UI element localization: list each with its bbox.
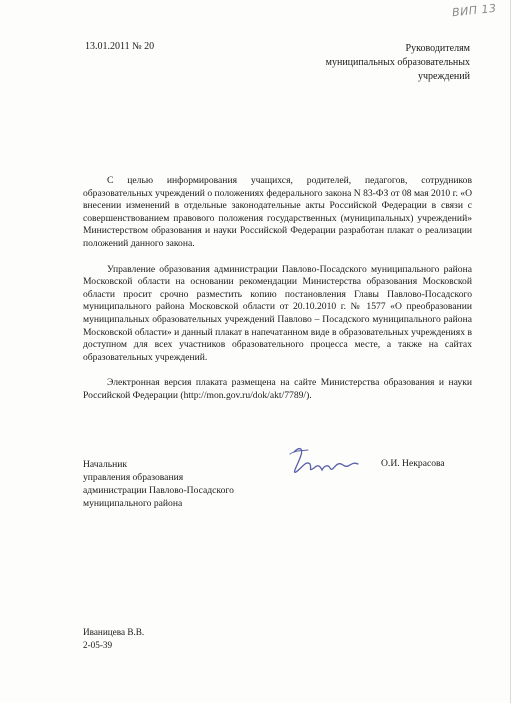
signatory-position <box>83 458 234 510</box>
addressee-line: учреждений <box>418 71 470 82</box>
letter-body <box>83 175 472 416</box>
signatory-name: О.И. Некрасова <box>381 458 445 469</box>
handwritten-mark: ВИП 13 <box>451 1 498 20</box>
addressee <box>280 42 470 84</box>
paragraph-2: Управление образования администрации Павлово-Посадского муниципального района Московской области на основании рекомендации Министерства образования Московской области просит срочно разместить копию постановления Главы Павлово-Посадского муниципального района Московской области от 20.10.2010 г. № 1577 «О преобразовании муниципальных образовательных учреждений Павлово – Посадского муниципального района Московской области» и данный плакат в напечатанном виде в образовательных учреждениях в доступном для всех участников образовательного процесса месте, а также на сайтах образовательных учреждений. <box>83 263 472 363</box>
date-number: 13.01.2011 № 20 <box>85 41 155 52</box>
position-line: администрации Павлово-Посадского <box>83 485 234 496</box>
executor-block <box>83 626 144 651</box>
paragraph-1: С целью информирования учащихся, родителей, педагогов, сотрудников образовательных учреждений о положениях федерального закона N 83-ФЗ от 08 мая 2010 г. «О внесении изменений в отдельные законодательные акты Российской Федерации в связи с совершенствованием правового положения государственных (муниципальных) учреждений» Министерством образования и науки Российской Федерации разработан плакат о реализации положений данного закона. <box>83 175 472 249</box>
position-line: муниципального района <box>83 498 183 509</box>
executor-name: Иваницева В.В. <box>83 627 145 637</box>
addressee-line: муниципальных образовательных <box>325 57 470 68</box>
addressee-line: Руководителям <box>405 43 470 54</box>
handwritten-signature <box>282 442 372 482</box>
position-line: управления образования <box>83 472 184 483</box>
paragraph-3: Электронная версия плаката размещена на сайте Министерства образования и науки Российской Федерации (http://mon.gov.ru/dok/akt/7789/). <box>83 377 472 401</box>
position-line: Начальник <box>83 459 128 470</box>
executor-phone: 2-05-39 <box>83 639 113 650</box>
